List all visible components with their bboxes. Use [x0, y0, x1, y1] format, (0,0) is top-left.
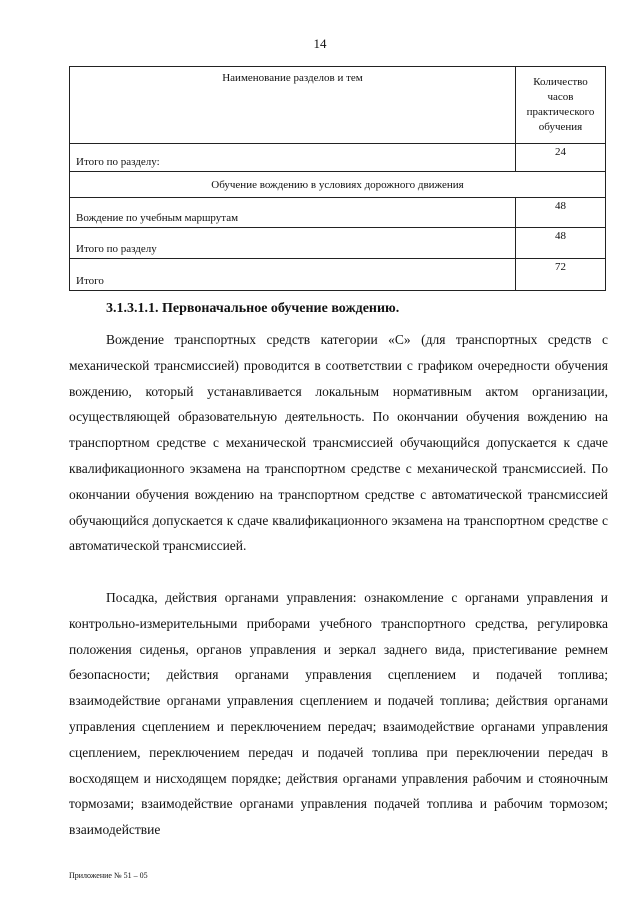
- row-name: Итого по разделу:: [70, 144, 516, 172]
- row-hours: 24: [516, 144, 606, 172]
- body-paragraph: Посадка, действия органами управления: ознакомление с органами управления и контрольно-измерительными приборами учебного транспортного средства, регулировка положения сиденья, органов управления и зеркал заднего вида, пристегивание ремнем безопасности; действия органами управления сцеплением и подачей топлива; взаимодействие органами управления сцеплением и подачей топлива; действия органами управления сцеплением и переключением передач; взаимодействие органами управления сцеплением, переключением передач и подачей топлива при переключении передач в восходящем и нисходящем порядке; действия органами управления рабочим и стояночным тормозами; взаимодействие органами управления подачей топлива и рабочим тормозом; взаимодействие: [69, 590, 608, 838]
- table-row: [70, 144, 606, 172]
- header-section-name: Наименование разделов и тем: [70, 67, 516, 144]
- row-hours: 72: [516, 259, 606, 291]
- row-hours: 48: [516, 228, 606, 259]
- training-hours-table: [69, 66, 606, 291]
- header-hours-line: практического: [526, 106, 595, 118]
- table-row: [70, 228, 606, 259]
- header-hours-line: обучения: [538, 121, 583, 133]
- header-hours: [516, 67, 606, 144]
- row-name: Итого по разделу: [70, 228, 516, 259]
- row-name: Вождение по учебным маршрутам: [70, 198, 516, 228]
- section-heading: 3.1.3.1.1. Первоначальное обучение вождению.: [106, 301, 400, 316]
- table-row: [70, 259, 606, 291]
- table-section-row: [70, 172, 606, 198]
- page-number: 14: [313, 36, 327, 51]
- row-hours: 48: [516, 198, 606, 228]
- header-hours-line: часов: [547, 91, 574, 103]
- body-paragraph: Вождение транспортных средств категории «С» (для транспортных средств с механической трансмиссией) проводится в соответствии с графиком очередности обучения вождению, который устанавливается локальным нормативным актом организации, осуществляющей образовательную деятельность. По окончании обучения вождению на транспортном средстве с механической трансмиссией обучающийся допускается к сдаче квалификационного экзамена на транспортном средстве с механической трансмиссией. По окончании обучения вождению на транспортном средстве с автоматической трансмиссией обучающийся допускается к сдаче квалификационного экзамена на транспортном средстве с автоматической трансмиссией.: [69, 332, 608, 554]
- table-row: [70, 198, 606, 228]
- row-name: Итого: [70, 259, 516, 291]
- table-header-row: [70, 67, 606, 144]
- header-hours-line: Количество: [533, 76, 588, 88]
- page-footer: Приложение № 51 – 05: [69, 871, 148, 880]
- section-title: Обучение вождению в условиях дорожного движения: [70, 172, 606, 198]
